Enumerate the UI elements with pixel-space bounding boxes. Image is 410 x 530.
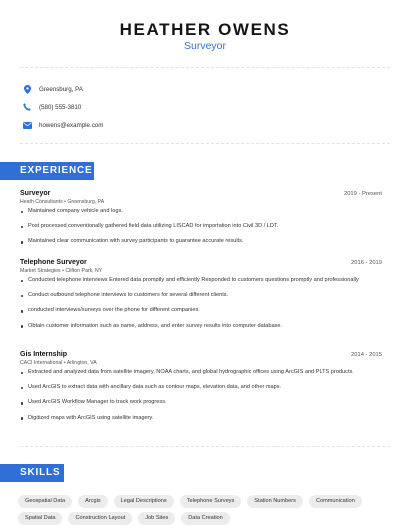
list-item: Obtain customer information such as name, address, and enter survey results into computer database.	[20, 323, 382, 331]
job-entry	[20, 190, 382, 254]
job-location: Clifton Park, NY	[65, 268, 103, 274]
skill-chip: Station Numbers	[247, 495, 303, 508]
list-item: conducted interviews/surveys over the phone for different companies.	[20, 307, 382, 315]
job-company: Heath Consultants	[20, 199, 63, 205]
list-item: Conducted telephone interviews Entered data promptly and efficiently Responded to customers questions promptly and professionally	[20, 277, 382, 285]
job-role: Telephone Surveyor	[20, 259, 87, 266]
skills-list	[18, 495, 393, 529]
job-bullets	[20, 277, 382, 330]
list-item: Conduct outbound telephone interviews to customers for several different clients.	[20, 292, 382, 300]
job-company-line: Heath Consultants • Greensburg, PA	[20, 199, 105, 205]
job-role: Gis Internship	[20, 351, 68, 358]
skill-chip: Arcgis	[78, 495, 108, 508]
divider	[20, 446, 390, 447]
job-company-line: Market Strategies • Clifton Park, NY	[20, 268, 103, 274]
skill-chip: Construction Layout	[68, 512, 132, 525]
job-dates: 2019 - Present	[343, 191, 382, 197]
job-dates: 2014 - 2015	[351, 352, 382, 358]
candidate-name: HEATHER OWENS	[119, 20, 291, 39]
contact-location	[22, 83, 83, 95]
skill-chip: Spatial Data	[18, 512, 62, 525]
job-location: Greensburg, PA	[67, 199, 105, 205]
list-item: Used ArcGIS Workflow Manager to track work progress.	[20, 399, 382, 407]
job-role: Surveyor	[20, 190, 51, 197]
job-company-line: CACI International • Arlington, VA	[20, 360, 97, 366]
section-heading-skills: SKILLS	[0, 464, 64, 482]
list-item: Maintained clear communication with survey participants to guarantee accurate results.	[20, 238, 382, 246]
job-company: CACI International	[20, 360, 63, 366]
section-heading-experience: EXPERIENCE	[0, 162, 94, 180]
list-item: Maintained company vehicle and logs.	[20, 208, 382, 216]
skill-chip: Job Sites	[138, 512, 175, 525]
contact-phone	[22, 101, 81, 113]
list-item: Post processed conventionally gathered field data utilizing LISCAD for importation into Civil 3D / LDT.	[20, 223, 382, 231]
divider	[20, 143, 390, 144]
job-entry	[20, 351, 382, 430]
skill-chip: Legal Descriptions	[114, 495, 174, 508]
job-bullets	[20, 369, 382, 422]
location-text: Greensburg, PA	[39, 85, 83, 93]
job-location: Arlington, VA	[66, 360, 97, 366]
email-text: howens@example.com	[39, 121, 104, 129]
map-pin-icon	[22, 84, 32, 94]
skill-chip: Geospatial Data	[18, 495, 72, 508]
list-item: Used ArcGIS to extract data with ancillary data such as contour maps, elevation data, and other maps.	[20, 384, 382, 392]
skill-chip: Communication	[309, 495, 362, 508]
envelope-icon	[22, 120, 32, 130]
job-company: Market Strategies	[20, 268, 61, 274]
divider	[20, 67, 390, 68]
list-item: Digitized maps with ArcGIS using satellite imagery.	[20, 415, 382, 423]
skill-chip: Telephone Surveys	[180, 495, 242, 508]
skill-chip: Data Creation	[181, 512, 230, 525]
contact-email	[22, 119, 103, 131]
job-title: Surveyor	[183, 40, 226, 52]
phone-icon	[22, 102, 32, 112]
phone-text: (580) 555-3810	[39, 103, 82, 111]
job-bullets	[20, 208, 382, 246]
list-item: Extracted and analyzed data from satellite imagery, NOAA charts, and global hydrographic offices using ArcGIS and PLTS products.	[20, 369, 382, 377]
job-dates: 2016 - 2019	[351, 260, 382, 266]
job-entry	[20, 259, 382, 338]
